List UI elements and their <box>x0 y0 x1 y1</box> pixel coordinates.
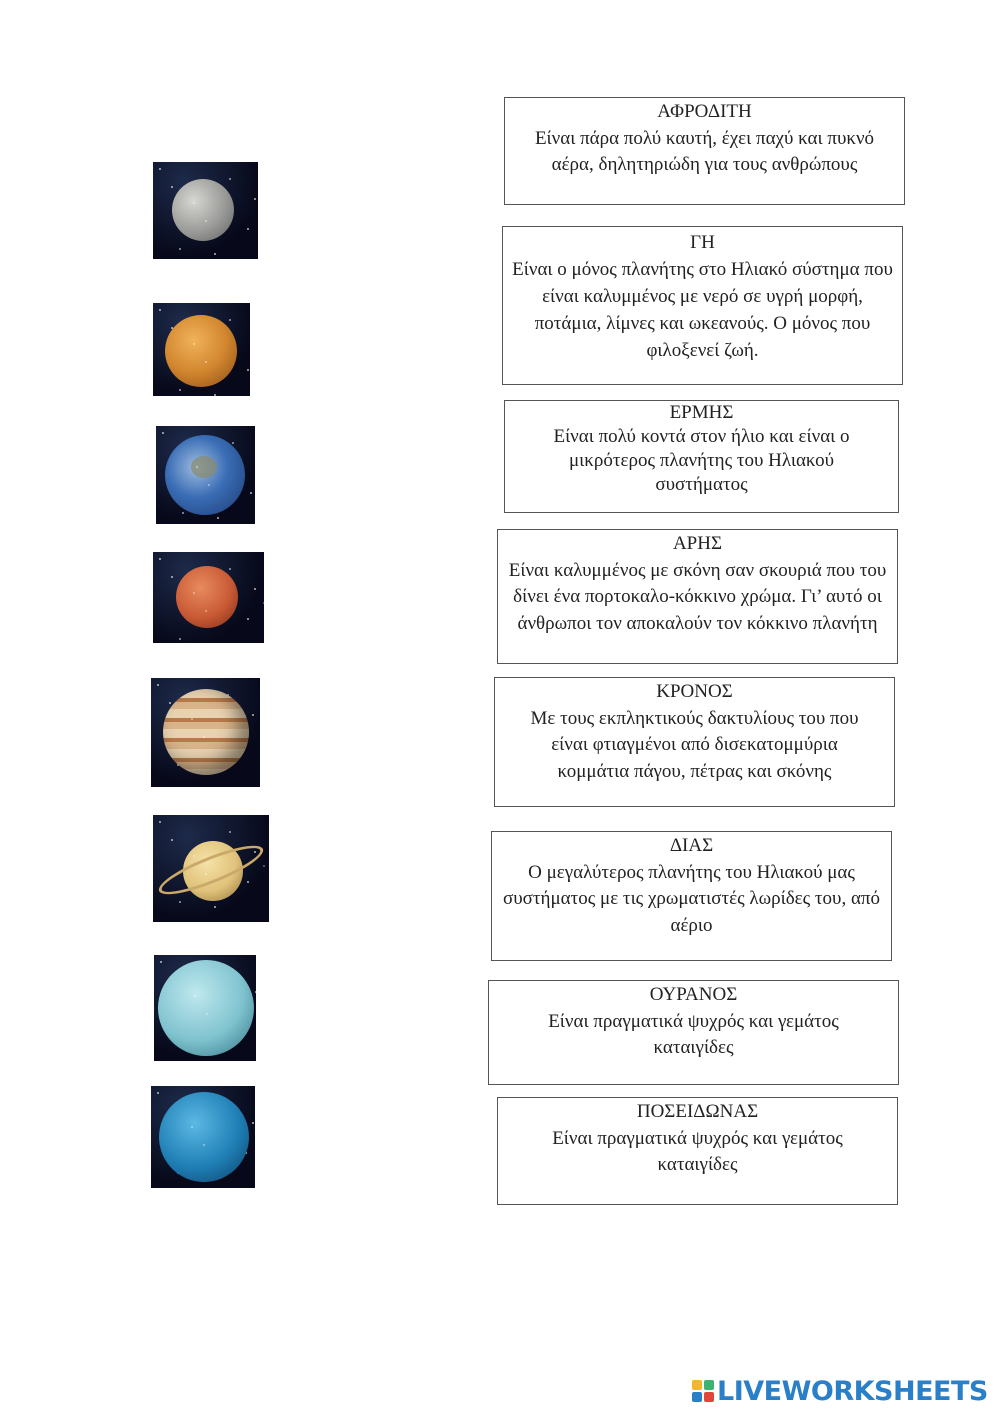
card-description: Με τους εκπληκτικούς δακτυλίους του που είναι φτιαγμένοι από δισεκατομμύρια κομμάτια πάγου, πέτρας και σκόνης <box>530 707 859 782</box>
card-earth[interactable] <box>502 226 903 385</box>
card-title: ΟΥΡΑΝΟΣ <box>649 984 738 1005</box>
earth-planet-icon[interactable] <box>156 426 255 524</box>
liveworksheets-logo-icon <box>692 1380 714 1402</box>
card-description: Είναι ο μόνος πλανήτης στο Ηλιακό σύστημα που είναι καλυμμένος με νερό σε υγρή μορφή, ποτάμια, λίμνες και ωκεανούς. Ο μόνος που φιλοξενεί ζωή. <box>512 259 893 361</box>
mars-planet-icon[interactable] <box>153 552 264 643</box>
logo-text: LIVEWORKSHEETS <box>717 1375 988 1407</box>
neptune-planet-icon[interactable] <box>151 1086 255 1188</box>
card-description: Είναι πραγματικά ψυχρός και γεμάτος καταιγίδες <box>548 1010 839 1058</box>
card-title: ΑΡΗΣ <box>672 533 723 554</box>
card-title: ΑΦΡΟΔΙΤΗ <box>657 101 752 122</box>
card-title: ΠΟΣΕΙΔΩΝΑΣ <box>636 1101 759 1122</box>
uranus-planet-icon[interactable] <box>154 955 256 1061</box>
card-description: Είναι πραγματικά ψυχρός και γεμάτος καταιγίδες <box>552 1127 843 1175</box>
card-neptune[interactable] <box>497 1097 898 1205</box>
card-mars[interactable] <box>497 529 898 664</box>
card-description: Είναι πάρα πολύ καυτή, έχει παχύ και πυκνό αέρα, δηλητηριώδη για τους ανθρώπους <box>534 127 875 175</box>
card-mercury[interactable] <box>504 400 899 513</box>
card-jupiter-text[interactable] <box>491 831 892 961</box>
card-description: Ο μεγαλύτερος πλανήτης του Ηλιακού μας συστήματος με τις χρωματιστές λωρίδες του, από αέριο <box>503 861 880 936</box>
venus-planet-icon[interactable] <box>153 303 250 396</box>
mercury-planet-icon[interactable] <box>153 162 258 259</box>
card-venus[interactable] <box>504 97 905 205</box>
card-title: ΕΡΜΗΣ <box>669 402 734 423</box>
card-description: Είναι καλυμμένος με σκόνη σαν σκουριά που του δίνει ένα πορτοκαλο-κόκκινο χρώμα. Γι’ αυτό οι άνθρωποι τον αποκαλούν τον κόκκινο πλανήτη <box>508 559 887 634</box>
jupiter-planet-icon[interactable] <box>151 678 260 787</box>
card-title: ΚΡΟΝΟΣ <box>656 681 733 702</box>
card-saturn-text[interactable] <box>494 677 895 807</box>
card-title: ΔΙΑΣ <box>669 835 714 856</box>
liveworksheets-logo <box>692 1376 988 1406</box>
card-title: ΓΗ <box>690 232 715 253</box>
card-description: Είναι πολύ κοντά στον ήλιο και είναι ο μικρότερος πλανήτης του Ηλιακού συστήματος <box>553 426 850 495</box>
saturn-planet-icon[interactable] <box>153 815 269 922</box>
card-uranus[interactable] <box>488 980 899 1085</box>
